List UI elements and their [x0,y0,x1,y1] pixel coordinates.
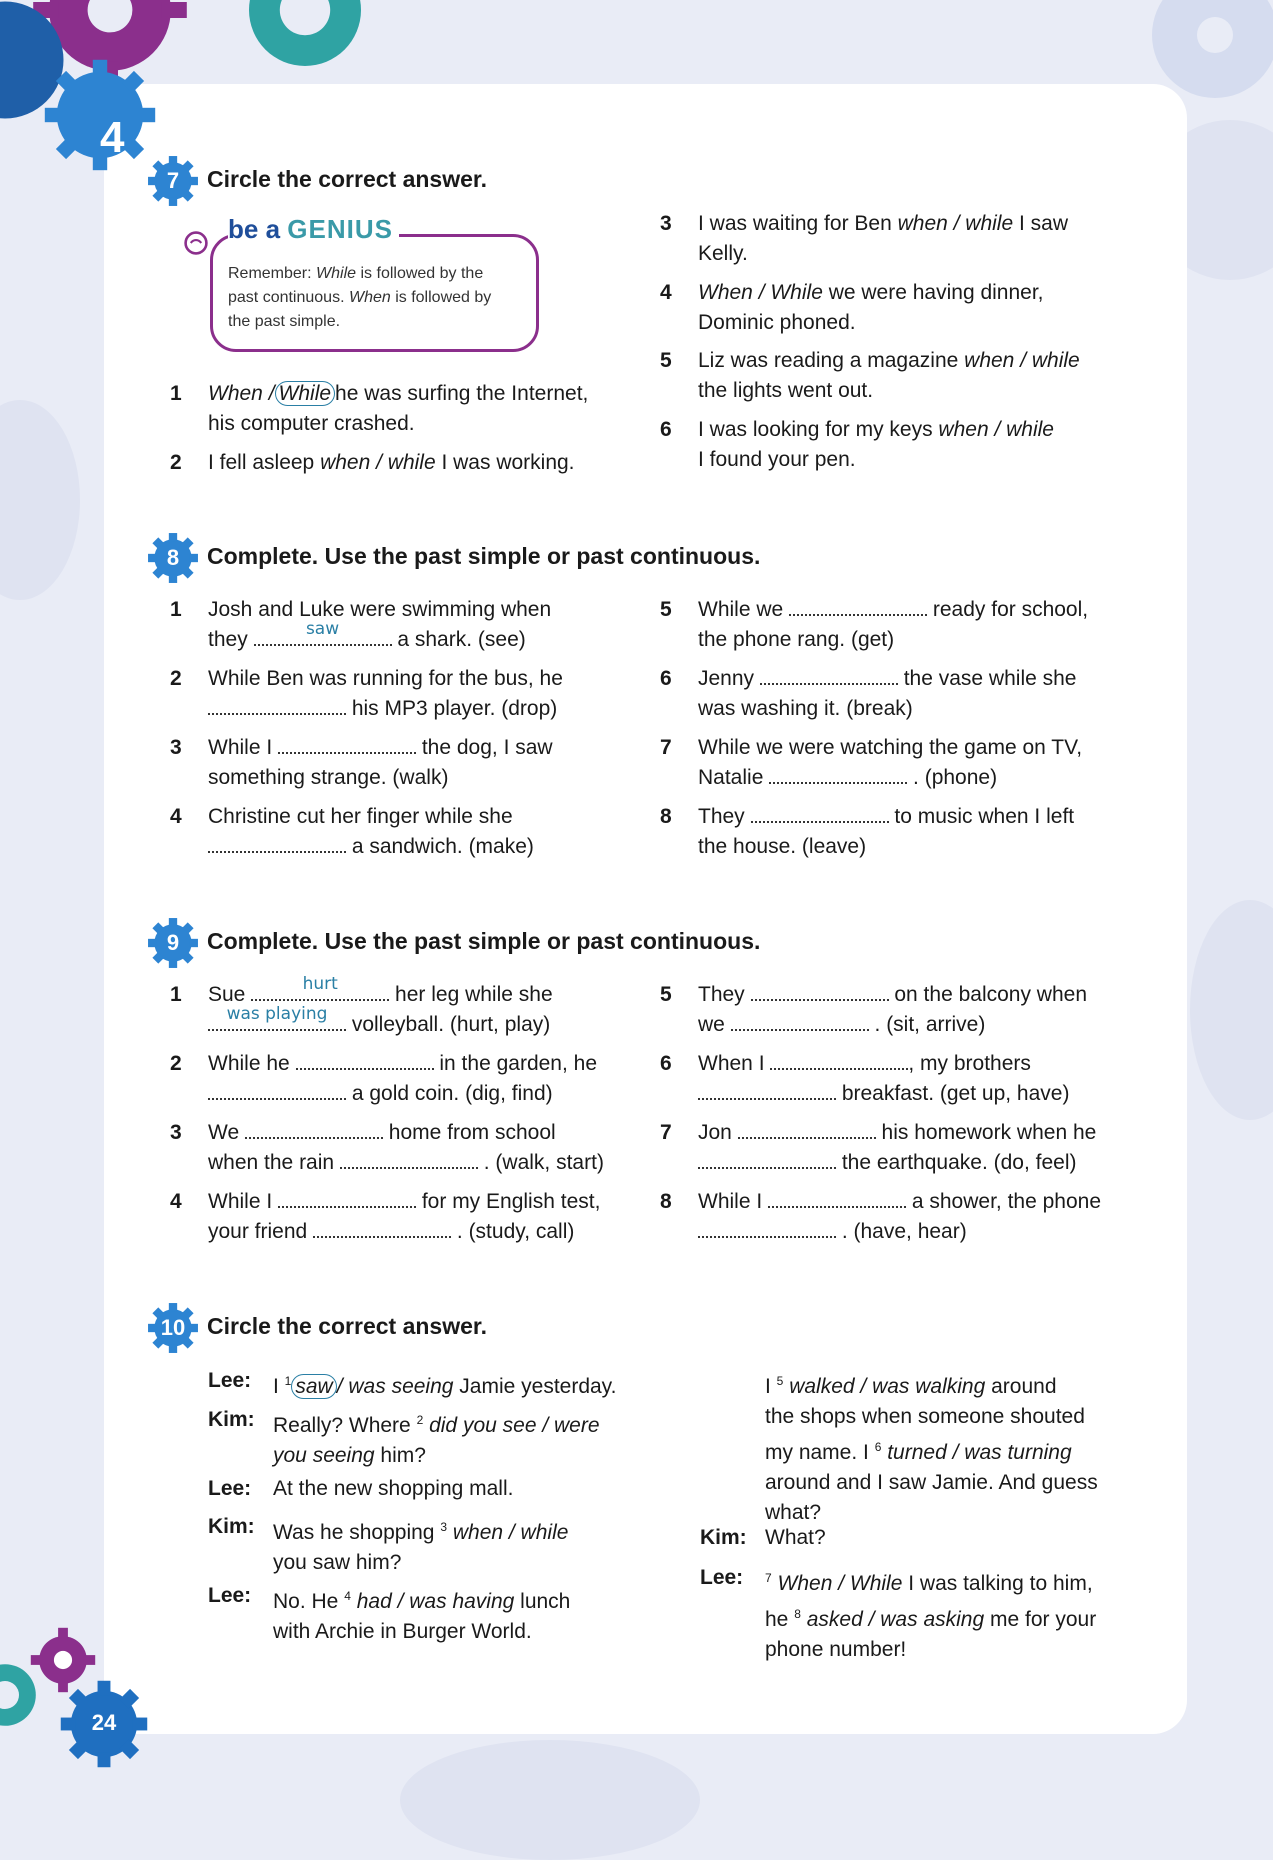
answer-choice[interactable]: asked / was asking [800,1608,985,1631]
background-blob [0,400,80,600]
exercise-9-item-2: 2 While he in the garden, he a gold coin. (dig, find) [170,1052,598,1105]
exercise-8-item-3: 3 While I the dog, I saw something strange. (walk) [170,736,553,789]
answer-blank[interactable] [340,1151,478,1169]
genius-title: be a GENIUS [228,214,399,245]
exercise-8-item-2: 2 While Ben was running for the bus, he his MP3 player. (drop) [170,667,563,720]
answer-blank[interactable] [769,766,907,784]
exercise-7-title: Circle the correct answer. [207,166,487,192]
answer-blank[interactable] [245,1121,383,1139]
exercise-7-item-1: 1 When / While he was surfing the Internet, his computer crashed. [170,382,589,435]
brain-icon [183,230,209,256]
answer-choice[interactable]: when / while [964,349,1080,372]
answer-choice[interactable]: did you see / were [423,1414,600,1437]
answer-choice[interactable]: had / was having [350,1590,515,1613]
exercise-7-item-5: 5 Liz was reading a magazine when / while the lights went out. [660,349,1080,402]
answer-blank[interactable] [760,667,898,685]
circled-answer[interactable]: While [275,381,336,406]
answer-blank[interactable] [751,983,889,1001]
exercise-9-item-1: 1 Sue hurt her leg while she was playing volleyball. (hurt, play) [170,974,553,1036]
answer-blank[interactable] [738,1121,876,1139]
answer-blank[interactable] [278,1190,416,1208]
exercise-9-title: Complete. Use the past simple or past continuous. [207,928,761,954]
exercise-number-8: 8 [166,545,180,570]
exercise-8-item-7: 7 While we were watching the game on TV, Natalie . (phone) [660,736,1083,789]
exercise-8-item-8: 8 They to music when I left the house. (leave) [660,805,1075,858]
exercise-number-7: 7 [166,168,180,193]
answer-blank[interactable] [698,1220,836,1238]
answer-blank[interactable] [770,1052,908,1070]
exercise-8-item-4: 4 Christine cut her finger while she a sandwich. (make) [170,805,534,858]
answer-choice[interactable]: When / While [771,1572,903,1595]
answer-blank[interactable]: was playing [208,1013,346,1031]
exercise-9-item-5: 5 They on the balcony when we . (sit, arrive) [660,983,1088,1036]
answer-choice[interactable]: When / While [698,281,823,304]
answer-blank[interactable] [698,1082,836,1100]
exercise-8-title: Complete. Use the past simple or past continuous. [207,543,761,569]
answer-choice[interactable]: when / while [320,451,436,474]
exercise-9-item-4: 4 While I for my English test, your friend . (study, call) [170,1190,601,1243]
answer-choice[interactable]: when / while [897,212,1014,235]
answer-choice[interactable]: / was seeing [336,1375,454,1398]
exercise-7-item-6: 6 I was looking for my keys when / while I found your pen. [660,418,1054,471]
exercise-9-item-6: 6 When I , my brothers breakfast. (get up, have) [660,1052,1070,1105]
answer-blank[interactable] [208,697,346,715]
exercise-8-item-5: 5 While we ready for school, the phone rang. (get) [660,598,1089,651]
answer-blank[interactable]: hurt [251,983,389,1001]
answer-choice[interactable]: walked / was walking [783,1375,986,1398]
answer-blank[interactable] [731,1013,869,1031]
exercise-7-item-3: 3 I was waiting for Ben when / while I saw Kelly. [660,212,1069,265]
exercise-9-item-7: 7 Jon his homework when he the earthquake. (do, feel) [660,1121,1097,1174]
exercise-7-item-4: 4 When / While we were having dinner, Dominic phoned. [660,281,1044,334]
exercise-7-item-2: 2 I fell asleep when / while I was working. [170,451,575,474]
answer-choice[interactable]: turned / was turning [881,1441,1072,1464]
genius-tip-text: Remember: While is followed by the past continuous. When is followed by the past simple. [228,265,492,330]
gear-decoration-icon [0,1640,40,1750]
exercise-number-10: 10 [160,1315,186,1340]
answer-blank[interactable] [313,1220,451,1238]
answer-blank[interactable] [278,736,416,754]
answer-blank[interactable] [698,1151,836,1169]
circled-answer[interactable]: saw [291,1374,336,1399]
background-blob [1190,900,1273,1120]
exercise-10-title: Circle the correct answer. [207,1313,487,1339]
answer-choice[interactable]: when / while [938,418,1054,441]
page-number: 24 [91,1710,117,1735]
gear-decoration-icon [200,0,410,80]
answer-blank[interactable] [296,1052,434,1070]
answer-blank[interactable] [208,1082,346,1100]
answer-blank[interactable] [751,805,889,823]
exercise-9-item-3: 3 We home from school when the rain . (walk, start) [170,1121,604,1174]
answer-blank[interactable]: saw [254,628,392,646]
exercise-number-9: 9 [166,930,180,955]
answer-blank[interactable] [768,1190,906,1208]
exercise-8-item-1: 1 Josh and Luke were swimming when they saw a shark. (see) [170,598,552,651]
answer-blank[interactable] [789,598,927,616]
answer-choice[interactable]: when / while [447,1521,569,1544]
exercise-9-item-8: 8 While I a shower, the phone . (have, hear) [660,1190,1101,1243]
exercise-8-item-6: 6 Jenny the vase while she was washing it. (break) [660,667,1077,720]
background-blob [400,1740,700,1860]
answer-blank[interactable] [208,835,346,853]
